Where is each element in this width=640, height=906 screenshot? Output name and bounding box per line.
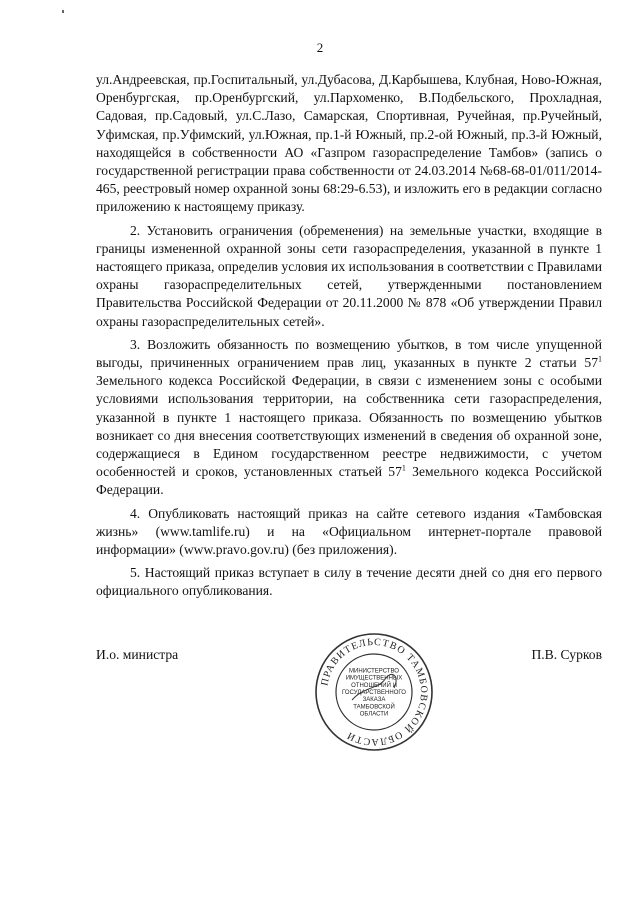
scan-speck bbox=[62, 10, 64, 13]
continuation-paragraph: ул.Андреевская, пр.Госпитальный, ул.Дубасова, Д.Карбышева, Клубная, Ново-Южная, Оренбургская, пр.Оренбургский, ул.Пархоменко, В.Подбельского, Прохладная, Садовая, пр.Садовый, ул.С.Лазо, Самарская, Спортивная, Ручейная, пр.Ручейный, Уфимская, пр.Уфимский, ул.Южная, пр.1-й Южный, пр.2-ой Южный, пр.3-й Южный, находящейся в собственности АО «Газпром газораспределение Тамбов» (запись о государственной регистрации права собственности от 24.03.2014 №68-68-01/011/2014-465, реестровый номер охранной зоны 68:29-6.53), и изложить его в редакции согласно приложению к настоящему приказу. bbox=[96, 72, 602, 215]
paragraph-5: 5. Настоящий приказ вступает в силу в течение десяти дней со дня его первого официального опубликования. bbox=[96, 565, 602, 599]
seal-center-line: ГОСУДАРСТВЕННОГО bbox=[342, 690, 406, 696]
paragraph-3-part-1: 3. Возложить обязанность по возмещению убытков, в том числе упущенной выгоды, причиненных ограничением прав лиц, указанных в пункте 2 статьи 57 bbox=[96, 336, 602, 371]
superscript-1: 1 bbox=[598, 354, 602, 364]
superscript-2: 1 bbox=[401, 463, 406, 473]
signatory-position: И.о. министра bbox=[96, 647, 179, 662]
seal-center-line: ОБЛАСТИ bbox=[359, 711, 389, 718]
seal-center-line: МИНИСТЕРСТВО bbox=[349, 668, 399, 675]
paragraph-3-part-2: Земельного кодекса Российской Федерации, в связи с изменением зоны с особыми условиями использования территории, на собственника сети газораспределения, указанной в пункте 1 настоящего приказа. Обязанность по возмещению убытков возникает со дня внесения соответствующих изменений в сведения об охранной зоне, содержащиеся в Едином государственном реестре недвижимости, с учетом особенностей и сроков, установленных статьей 57 bbox=[96, 373, 602, 480]
seal-center-line: ТАМБОВСКОЙ bbox=[353, 704, 395, 711]
seal-ring-text: ПРАВИТЕЛЬСТВО ТАМБОВСКОЙ ОБЛАСТИ bbox=[319, 636, 430, 748]
page-number: 2 bbox=[316, 40, 324, 55]
paragraph-3-part-3: Земельного кодекса Российской Федерации. bbox=[96, 464, 602, 498]
paragraph-3 bbox=[96, 336, 602, 500]
seal-center-line: ЗАКАЗА bbox=[362, 697, 386, 704]
seal-center-line: ИМУЩЕСТВЕННЫХ bbox=[345, 675, 403, 682]
seal-center-line: ОТНОШЕНИЙ И bbox=[351, 682, 397, 689]
signatory-name: П.В. Сурков bbox=[531, 647, 602, 662]
document-body bbox=[96, 71, 602, 601]
paragraph-4: 4. Опубликовать настоящий приказ на сайте сетевого издания «Тамбовская жизнь» (www.tamlife.ru) и на «Официальном интернет-портале правовой информации» (www.pravo.gov.ru) (без приложения). bbox=[96, 505, 602, 558]
seal-center-text bbox=[342, 668, 406, 717]
paragraph-2: 2. Установить ограничения (обременения) на земельные участки, входящие в границы измененной охранной зоны сети газораспределения, указанной в пункте 1 настоящего приказа, определив условия их использования в соответствии с Правилами охраны газораспределительных сетей, утвержденными постановлением Правительства Российской Федерации от 20.11.2000 № 878 «Об утверждении Правил охраны газораспределительных сетей». bbox=[96, 222, 602, 329]
official-seal bbox=[312, 630, 436, 754]
